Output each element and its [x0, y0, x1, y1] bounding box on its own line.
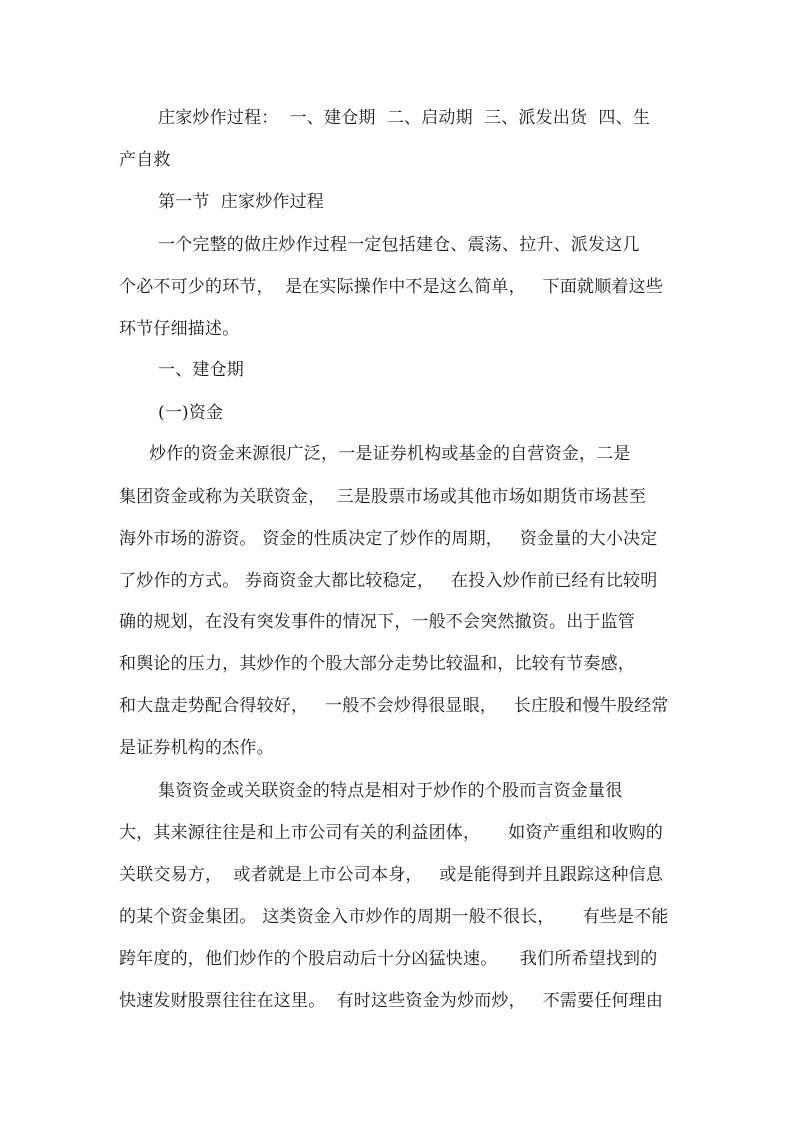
paragraph-line: 和舆论的压力，其炒作的个股大部分走势比较温和，比较有节奏感，	[119, 654, 635, 674]
paragraph-line: 了炒作的方式。 券商资金大都比较稳定， 在投入炒作前已经有比较明	[119, 571, 658, 591]
paragraph-line: 一个完整的做庄炒作过程一定包括建仓、震荡、拉升、派发这几	[158, 235, 640, 255]
paragraph-line: 跨年度的，他们炒作的个股启动后十分凶猛快速。 我们所希望找到的	[119, 949, 658, 969]
paragraph-line: 炒作的资金来源很广泛，一是证券机构或基金的自营资金，二是	[149, 444, 631, 464]
subheading-building-phase: 一、建仓期	[158, 360, 244, 380]
paragraph-line: 关联交易方， 或者就是上市公司本身， 或是能得到并且跟踪这种信息	[119, 865, 664, 885]
paragraph-line: 个必不可少的环节， 是在实际操作中不是这么简单， 下面就顺着这些	[119, 277, 664, 297]
heading-process-overview: 庄家炒作过程： 一、建仓期 二、启动期 三、派发出货 四、生	[158, 108, 651, 128]
section-title: 第一节 庄家炒作过程	[158, 192, 325, 212]
paragraph-line: 集团资金或称为关联资金， 三是股票市场或其他市场如期货市场甚至	[119, 487, 647, 507]
paragraph-line: 大，其来源往往是和上市公司有关的利益团体， 如资产重组和收购的	[119, 823, 664, 843]
paragraph-line: 和大盘走势配合得较好， 一般不会炒得很显眼， 长庄股和慢牛股经常	[119, 696, 669, 716]
subheading-funds: (一)资金	[158, 403, 224, 423]
paragraph-line: 的某个资金集团。 这类资金入市炒作的周期一般不很长， 有些是不能	[119, 907, 669, 927]
heading-process-overview-cont: 产自救	[119, 150, 171, 170]
paragraph-line: 是证券机构的杰作。	[119, 738, 274, 758]
paragraph-line: 确的规划，在没有突发事件的情况下，一般不会突然撤资。出于监管	[119, 612, 635, 632]
paragraph-line: 环节仔细描述。	[119, 319, 240, 339]
paragraph-line: 海外市场的游资。 资金的性质决定了炒作的周期， 资金量的大小决定	[119, 529, 658, 549]
paragraph-line: 快速发财股票往往在这里。 有时这些资金为炒而炒， 不需要任何理由	[119, 991, 664, 1011]
paragraph-line: 集资资金或关联资金的特点是相对于炒作的个股而言资金量很	[158, 781, 623, 801]
